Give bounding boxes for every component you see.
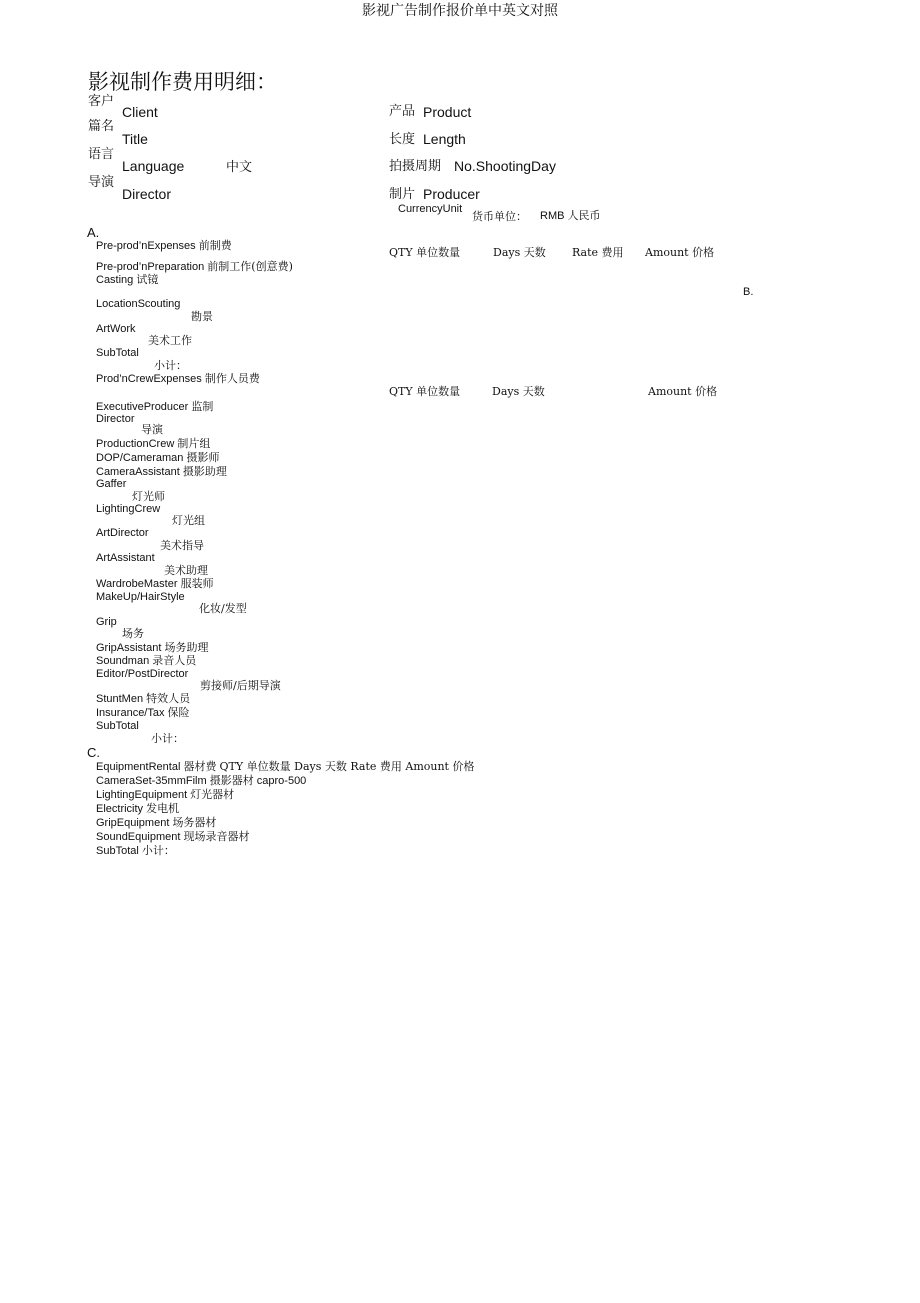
list-item-en: Director bbox=[96, 413, 135, 425]
list-item: ExecutiveProducer 监制 bbox=[96, 400, 214, 413]
list-item-zh: 灯光师 bbox=[132, 490, 165, 503]
list-item-zh: 美术助理 bbox=[164, 564, 208, 577]
list-item-en: MakeUp/HairStyle bbox=[96, 591, 185, 603]
section-c-label: C. bbox=[87, 745, 100, 760]
list-item: Electricity 发电机 bbox=[96, 802, 180, 815]
list-item: SoundEquipment 现场录音器材 bbox=[96, 830, 250, 843]
subtotal-label-en: SubTotal bbox=[96, 720, 139, 732]
list-item: CameraAssistant 摄影助理 bbox=[96, 465, 227, 478]
section-b-qty-header: QTY 单位数量 bbox=[389, 385, 461, 398]
section-a-title: Pre-prod’nExpenses 前制费 bbox=[96, 239, 232, 252]
section-b-label: B. bbox=[743, 286, 754, 298]
language-value: 中文 bbox=[226, 160, 253, 175]
client-label-en: Client bbox=[122, 104, 158, 120]
director-label-zh: 导演 bbox=[88, 175, 115, 190]
list-item-zh: 化妆/发型 bbox=[199, 602, 247, 615]
document-header: 影视广告制作报价单中英文对照 bbox=[362, 3, 558, 19]
client-label-zh: 客户 bbox=[88, 94, 115, 109]
list-item-en: Grip bbox=[96, 616, 117, 628]
list-item: GripEquipment 场务器材 bbox=[96, 816, 217, 829]
length-label-en: Length bbox=[423, 131, 466, 147]
section-a-amount-header: Amount 价格 bbox=[645, 246, 715, 259]
list-item-zh: 场务 bbox=[122, 627, 144, 640]
list-item: Pre-prod’nPreparation 前制工作(创意费) bbox=[96, 260, 293, 273]
section-a-days-header: Days 天数 bbox=[493, 246, 546, 259]
section-b-title: Prod’nCrewExpenses 制作人员费 bbox=[96, 372, 260, 385]
list-item-zh: 美术工作 bbox=[148, 334, 192, 347]
producer-label-zh: 制片 bbox=[389, 187, 416, 202]
section-a-qty-header: QTY 单位数量 bbox=[389, 246, 461, 259]
list-item-en: ArtDirector bbox=[96, 527, 149, 539]
list-item-zh: 美术指导 bbox=[160, 539, 204, 552]
title-label-en: Title bbox=[122, 131, 148, 147]
section-a-label: A. bbox=[87, 225, 100, 240]
section-b-amount-header: Amount 价格 bbox=[648, 385, 718, 398]
list-item: LightingEquipment 灯光器材 bbox=[96, 788, 235, 801]
subtotal-label-zh: 小计： bbox=[151, 732, 184, 745]
list-item-en: LocationScouting bbox=[96, 298, 181, 310]
list-item: ProductionCrew 制片组 bbox=[96, 437, 211, 450]
currency-label-zh: 货币单位： bbox=[472, 210, 527, 223]
director-label-en: Director bbox=[122, 186, 172, 202]
list-item: Insurance/Tax 保险 bbox=[96, 706, 190, 719]
list-item-en: ArtWork bbox=[96, 323, 136, 335]
list-item-en: Gaffer bbox=[96, 478, 127, 490]
currency-value: RMB 人民币 bbox=[540, 210, 601, 222]
subtotal-label: SubTotal 小计： bbox=[96, 844, 175, 857]
list-item-zh: 剪接师/后期导演 bbox=[200, 679, 281, 692]
currency-label-en: CurrencyUnit bbox=[398, 203, 463, 215]
list-item: GripAssistant 场务助理 bbox=[96, 641, 209, 654]
list-item-zh: 导演 bbox=[141, 423, 163, 436]
language-label-zh: 语言 bbox=[88, 147, 115, 162]
section-a-rate-header: Rate 费用 bbox=[572, 246, 624, 259]
list-item-zh: 勘景 bbox=[191, 310, 213, 323]
title-label-zh: 篇名 bbox=[88, 119, 115, 134]
length-label-zh: 长度 bbox=[389, 132, 416, 147]
product-label-en: Product bbox=[423, 104, 472, 120]
producer-label-en: Producer bbox=[423, 186, 480, 202]
section-b-days-header: Days 天数 bbox=[492, 385, 545, 398]
list-item-en: Editor/PostDirector bbox=[96, 668, 189, 680]
subtotal-label-zh: 小计： bbox=[154, 359, 187, 372]
subtotal-label-en: SubTotal bbox=[96, 347, 139, 359]
list-item: WardrobeMaster 服装师 bbox=[96, 577, 214, 590]
list-item-zh: 灯光组 bbox=[172, 514, 205, 527]
shooting-days-label-zh: 拍摄周期 bbox=[389, 159, 442, 174]
list-item: DOP/Cameraman 摄影师 bbox=[96, 451, 220, 464]
section-c-title: EquipmentRental 器材费 QTY 单位数量 Days 天数 Rate 费用 Amount 价格 bbox=[96, 760, 475, 773]
shooting-days-label-en: No.ShootingDay bbox=[454, 158, 556, 174]
list-item: Casting 试镜 bbox=[96, 273, 159, 286]
product-label-zh: 产品 bbox=[389, 104, 416, 119]
list-item-en: LightingCrew bbox=[96, 503, 161, 515]
list-item: Soundman 录音人员 bbox=[96, 654, 197, 667]
list-item-en: ArtAssistant bbox=[96, 552, 155, 564]
page-title: 影视制作费用明细： bbox=[88, 70, 277, 94]
list-item: StuntMen 特效人员 bbox=[96, 692, 191, 705]
list-item: CameraSet-35mmFilm 摄影器材 capro-500 bbox=[96, 774, 307, 787]
language-label-en: Language bbox=[122, 158, 185, 174]
